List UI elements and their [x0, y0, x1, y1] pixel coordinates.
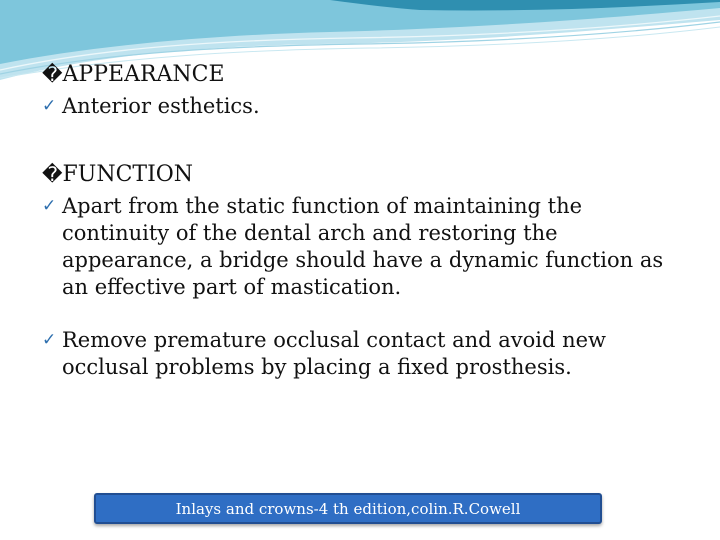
heading-appearance [42, 60, 682, 89]
heading-marker-glyph: � [42, 162, 63, 186]
reference-box [94, 493, 602, 524]
heading-text: APPEARANCE [62, 62, 225, 87]
bullet-text: Apart from the static function of maintaining the continuity of the dental arch and restoring the appearance, a bridge should have a dynamic function as an effective part of mastication. [62, 194, 664, 299]
reference-text: Inlays and crowns-4 th edition,colin.R.Cowell [175, 499, 521, 518]
check-icon: ✓ [42, 330, 57, 350]
check-icon: ✓ [42, 96, 57, 116]
heading-marker-glyph: � [42, 62, 63, 86]
bullet-item [42, 327, 682, 381]
check-icon: ✓ [42, 196, 57, 216]
heading-function [42, 160, 682, 189]
heading-text: FUNCTION [62, 162, 194, 187]
bullet-item [42, 193, 682, 301]
bullet-text: Remove premature occlusal contact and avoid new occlusal problems by placing a fixed prosthesis. [62, 328, 607, 379]
bullet-text: Anterior esthetics. [62, 94, 260, 118]
bullet-item [42, 93, 682, 120]
slide-content [42, 60, 682, 381]
